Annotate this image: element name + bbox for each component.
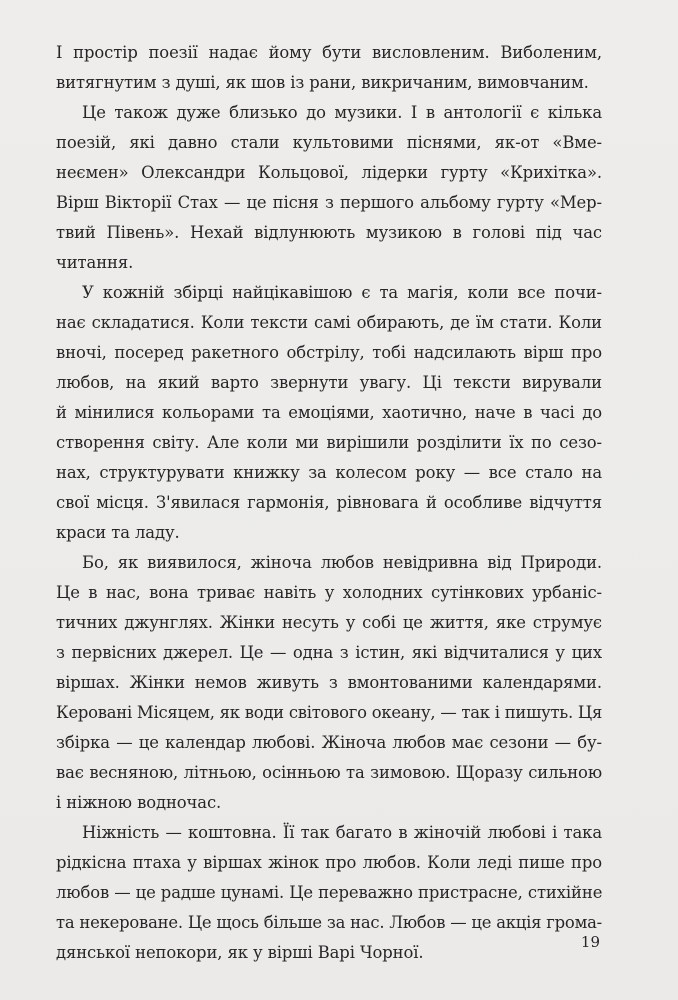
text-line: У кожній збірці найцікавішою є та магія, коли все почи- <box>82 283 602 302</box>
body-text <box>56 38 602 968</box>
paragraph-3 <box>56 278 602 548</box>
paragraph-2 <box>56 98 602 278</box>
text-line: свої місця. З'явилася гармонія, рівновага й особливе відчуття <box>56 493 602 512</box>
text-line: тичних джунглях. Жінки несуть у собі це життя, яке струмує <box>56 613 602 632</box>
text-line: вночі, посеред ракетного обстрілу, тобі надсилають вірш про <box>56 343 602 362</box>
text-line: краси та ладу. <box>56 523 180 542</box>
text-line: Це в нас, вона триває навіть у холодних сутінкових урбаніс- <box>56 583 602 602</box>
text-line: любов, на який варто звернути увагу. Ці тексти вирували <box>56 373 602 392</box>
text-line: й мінилися кольорами та емоціями, хаотично, наче в часі до <box>56 403 602 422</box>
text-line: любов — це радше цунамі. Це переважно пристрасне, стихійне <box>56 883 603 902</box>
text-line: поезій, які давно стали культовими піснями, як-от «Вме- <box>56 133 602 152</box>
text-line: Вірш Вікторії Стах — це пісня з першого альбому гурту «Мер- <box>56 193 602 212</box>
text-line: витягнутим з душі, як шов із рани, викричаним, вимовчаним. <box>56 73 589 92</box>
text-line: з первісних джерел. Це — одна з істин, які відчиталися у цих <box>56 643 602 662</box>
text-line: та некероване. Це щось більше за нас. Любов — це акція грома- <box>56 913 602 932</box>
text-line: читання. <box>56 253 134 272</box>
text-line: нає складатися. Коли тексти самі обирають, де їм стати. Коли <box>56 313 602 332</box>
text-line: віршах. Жінки немов живуть з вмонтованими календарями. <box>56 673 602 692</box>
text-line: Це також дуже близько до музики. І в антології є кілька <box>82 103 602 122</box>
paragraph-4 <box>56 548 602 818</box>
text-line: ває весняною, літньою, осінньою та зимовою. Щоразу сильною <box>56 763 602 782</box>
text-line: і ніжною водночас. <box>56 793 222 812</box>
page-number: 19 <box>580 933 600 951</box>
text-line: Бо, як виявилося, жіноча любов невідривна від Природи. <box>82 553 602 572</box>
text-line: неємен» Олександри Кольцової, лідерки гурту «Крихітка». <box>56 163 602 182</box>
text-line: рідкісна птаха у віршах жінок про любов. Коли леді пише про <box>56 853 602 872</box>
text-line: дянської непокори, як у вірші Варі Чорної. <box>56 943 424 962</box>
paragraph-5 <box>56 818 602 968</box>
text-line: Ніжність — коштовна. Її так багато в жіночій любові і така <box>82 823 602 842</box>
text-line: твий Півень». Нехай відлунюють музикою в голові під час <box>56 223 602 242</box>
paragraph-1 <box>56 38 602 98</box>
text-line: створення світу. Але коли ми вирішили розділити їх по сезо- <box>56 433 602 452</box>
text-line: І простір поезії надає йому бути висловленим. Виболеним, <box>56 43 602 62</box>
text-line: нах, структурувати книжку за колесом року — все стало на <box>56 463 602 482</box>
text-line: Керовані Місяцем, як води світового океану, — так і пишуть. Ця <box>56 703 603 722</box>
text-line: збірка — це календар любові. Жіноча любов має сезони — бу- <box>56 733 602 752</box>
